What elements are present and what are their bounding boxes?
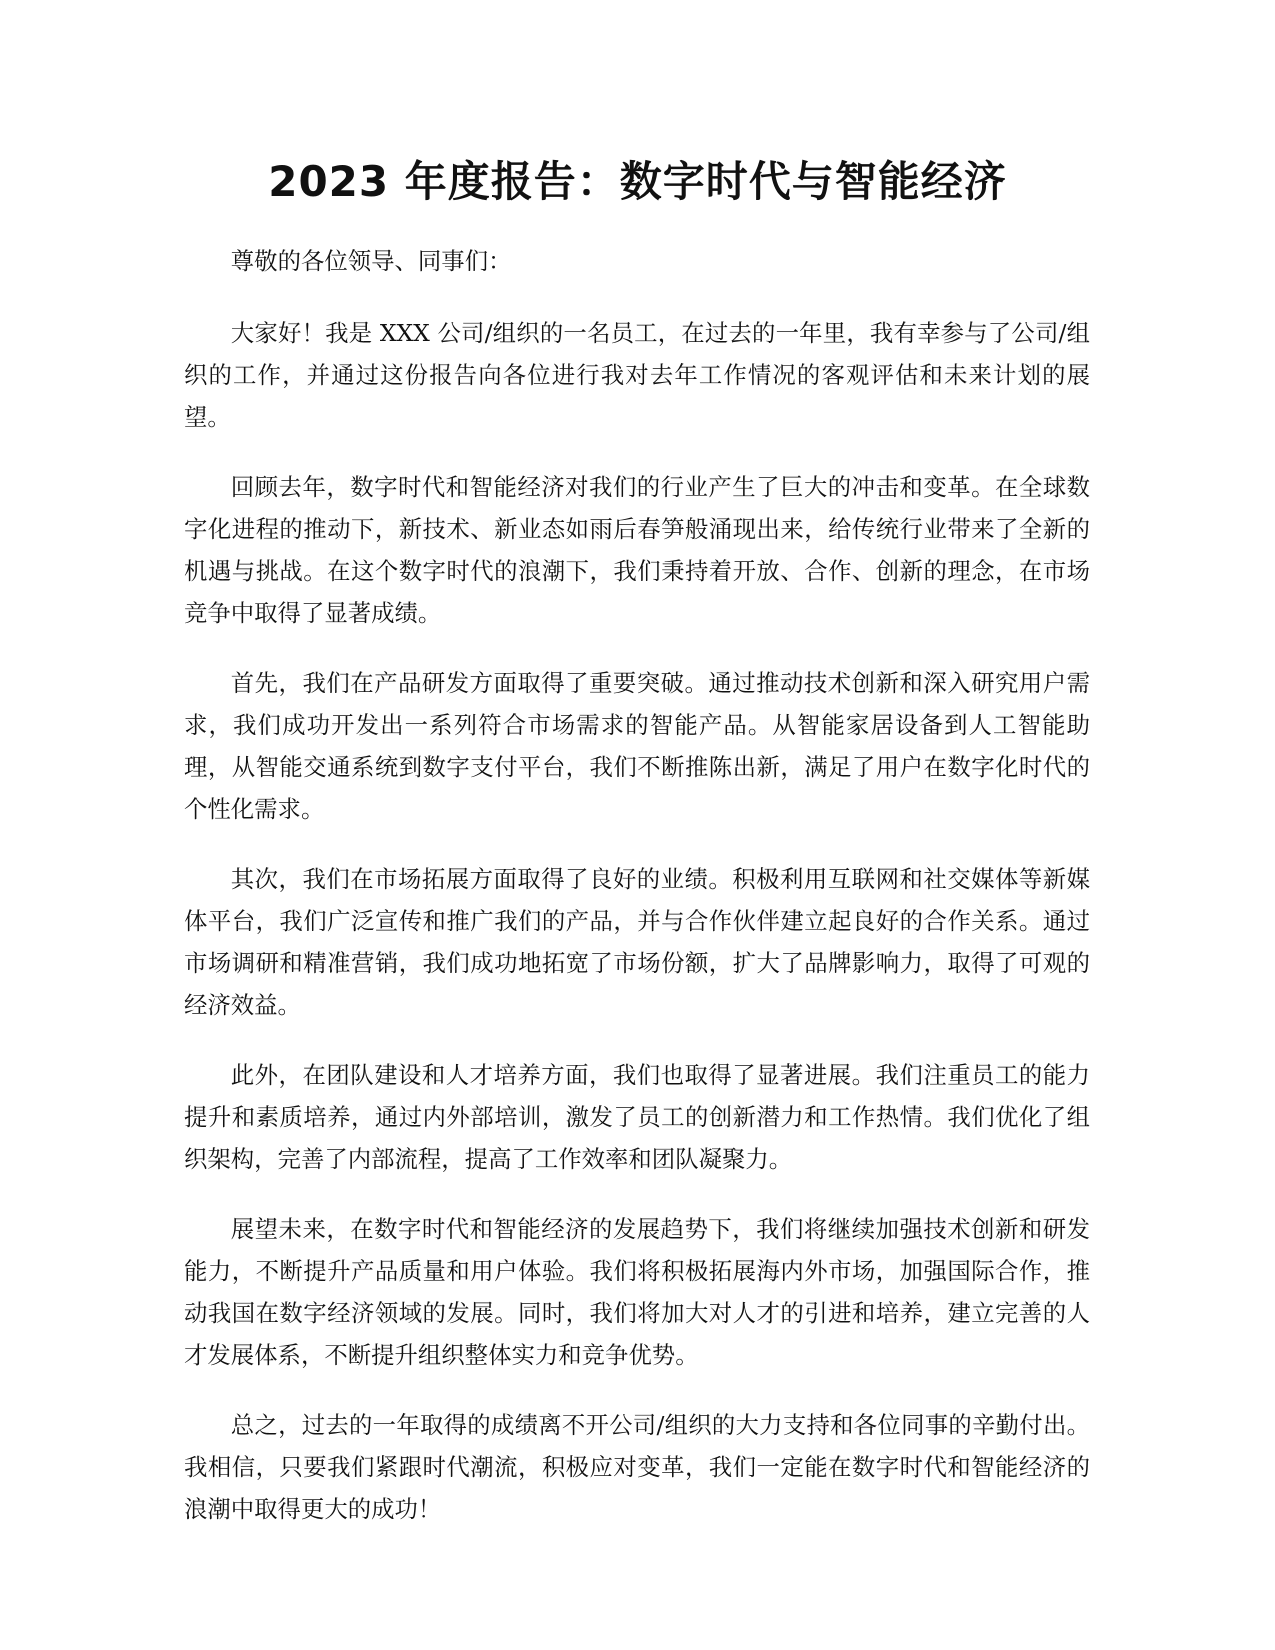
salutation: 尊敬的各位领导、同事们：: [230, 247, 512, 275]
paragraph-review: 回顾去年，数字时代和智能经济对我们的行业产生了巨大的冲击和变革。在全球数字化进程的推动下，新技术、新业态如雨后春笋般涌现出来，给传统行业带来了全新的机遇与挑战。在这个数字时代的浪潮下，我们秉持着开放、合作、创新的理念，在市场竞争中取得了显著成绩。: [184, 473, 1090, 627]
paragraph-intro: 大家好！我是 XXX 公司/组织的一名员工，在过去的一年里，我有幸参与了公司/组织的工作，并通过这份报告向各位进行我对去年工作情况的客观评估和未来计划的展望。: [184, 319, 1090, 431]
paragraph-conclusion: 总之，过去的一年取得的成绩离不开公司/组织的大力支持和各位同事的辛勤付出。我相信，只要我们紧跟时代潮流，积极应对变革，我们一定能在数字时代和智能经济的浪潮中取得更大的成功！: [184, 1411, 1090, 1523]
document-body: [184, 240, 1090, 1558]
document-title: 2023 年度报告：数字时代与智能经济: [268, 157, 1007, 206]
paragraph-outlook: 展望未来，在数字时代和智能经济的发展趋势下，我们将继续加强技术创新和研发能力，不断提升产品质量和用户体验。我们将积极拓展海内外市场，加强国际合作，推动我国在数字经济领域的发展。同时，我们将加大对人才的引进和培养，建立完善的人才发展体系，不断提升组织整体实力和竞争优势。: [184, 1215, 1090, 1369]
paragraph-product: 首先，我们在产品研发方面取得了重要突破。通过推动技术创新和深入研究用户需求，我们成功开发出一系列符合市场需求的智能产品。从智能家居设备到人工智能助理，从智能交通系统到数字支付平台，我们不断推陈出新，满足了用户在数字化时代的个性化需求。: [184, 669, 1090, 823]
paragraph-team: 此外，在团队建设和人才培养方面，我们也取得了显著进展。我们注重员工的能力提升和素质培养，通过内外部培训，激发了员工的创新潜力和工作热情。我们优化了组织架构，完善了内部流程，提高了工作效率和团队凝聚力。: [184, 1061, 1090, 1173]
paragraph-market: 其次，我们在市场拓展方面取得了良好的业绩。积极利用互联网和社交媒体等新媒体平台，我们广泛宣传和推广我们的产品，并与合作伙伴建立起良好的合作关系。通过市场调研和精准营销，我们成功地拓宽了市场份额，扩大了品牌影响力，取得了可观的经济效益。: [184, 865, 1090, 1019]
